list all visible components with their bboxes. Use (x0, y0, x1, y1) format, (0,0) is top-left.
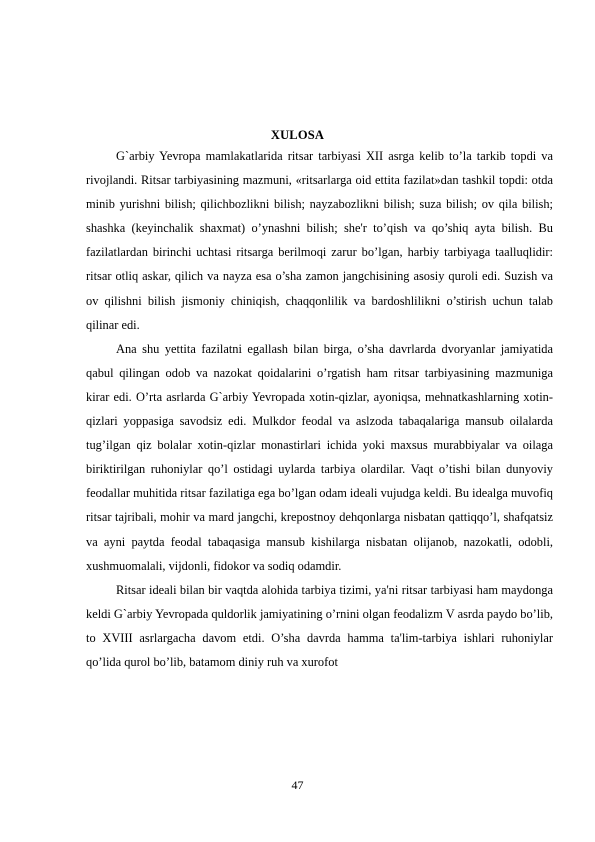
page-number: 47 (291, 778, 304, 792)
paragraph-3: Ritsar ideali bilan bir vaqtda alohida tarbiya tizimi, ya'ni ritsar tarbiyasi ham maydonga keldi G`arbiy Yevropada quldorlik jamiyatining o’rnini olgan feodalizm V asrda paydo bo’lib, to XVIII asrlargacha davom etdi. O’sha davrda hamma ta'lim-tarbiya ishlari ruhoniylar qo’lida qurol bo’lib, batamom diniy ruh va xurofot (86, 582, 553, 669)
page-title: XULOSA (270, 128, 325, 142)
paragraph-2: Ana shu yettita fazilatni egallash bilan birga, o’sha davrlarda dvoryanlar jamiyatida qabul qilingan odob va nazokat qoidalarini o’rgatish ham ritsar tarbiyasining mazmuniga kirar edi. O’rta asrlarda G`arbiy Yevropada xotin-qizlar, ayoniqsa, mehnatkashlarning xotin-qizlari yoppasiga savodsiz edi. Mulkdor feodal va aslzoda tabaqalariga mansub oilalarda tug’ilgan qiz bolalar xotin-qizlar monastirlari ichida yoki maxsus murabbiyalar va oilaga biriktirilgan ruhoniylar qo’l ostidagi uylarda tarbiya olardilar. Vaqt o’tishi bilan dunyoviy feodallar muhitida ritsar fazilatiga ega bo’lgan odam ideali vujudga keldi. Bu idealga muvofiq ritsar tajribali, mohir va mard jangchi, krepostnoy dehqonlarga nisbatan qattiqqo’l, shafqatsiz va ayni paytda feodal tabaqasiga mansub kishilarga nisbatan olijanob, nazokatli, odobli, xushmuomalali, vijdonli, fidokor va sodiq odamdir. (86, 341, 553, 573)
paragraph-1: G`arbiy Yevropa mamlakatlarida ritsar tarbiyasi XII asrga kelib to’la tarkib topdi va rivojlandi. Ritsar tarbiyasining mazmuni, «ritsarlarga oid ettita fazilat»dan tashkil topdi: otda minib yurishni bilish; qilichbozlikni bilish; nayzabozlikni bilish; suza bilish; ov qila bilish; shashka (keyinchalik shaxmat) o’ynashni bilish; she'r to’qish va qo’shiq ayta bilish. Bu fazilatlardan birinchi uchtasi ritsarga berilmoqi zarur bo’lgan, harbiy tarbiyaga taalluqlidir: ritsar otliq askar, qilich va nayza esa o’sha zamon jangchisining asosiy quroli edi. Suzish va ov qilishni bilish jismoniy chiniqish, chaqqonlilik va bardoshlilikni o’stirish uchun talab qilinar edi. (86, 149, 553, 332)
body-text (86, 144, 553, 674)
